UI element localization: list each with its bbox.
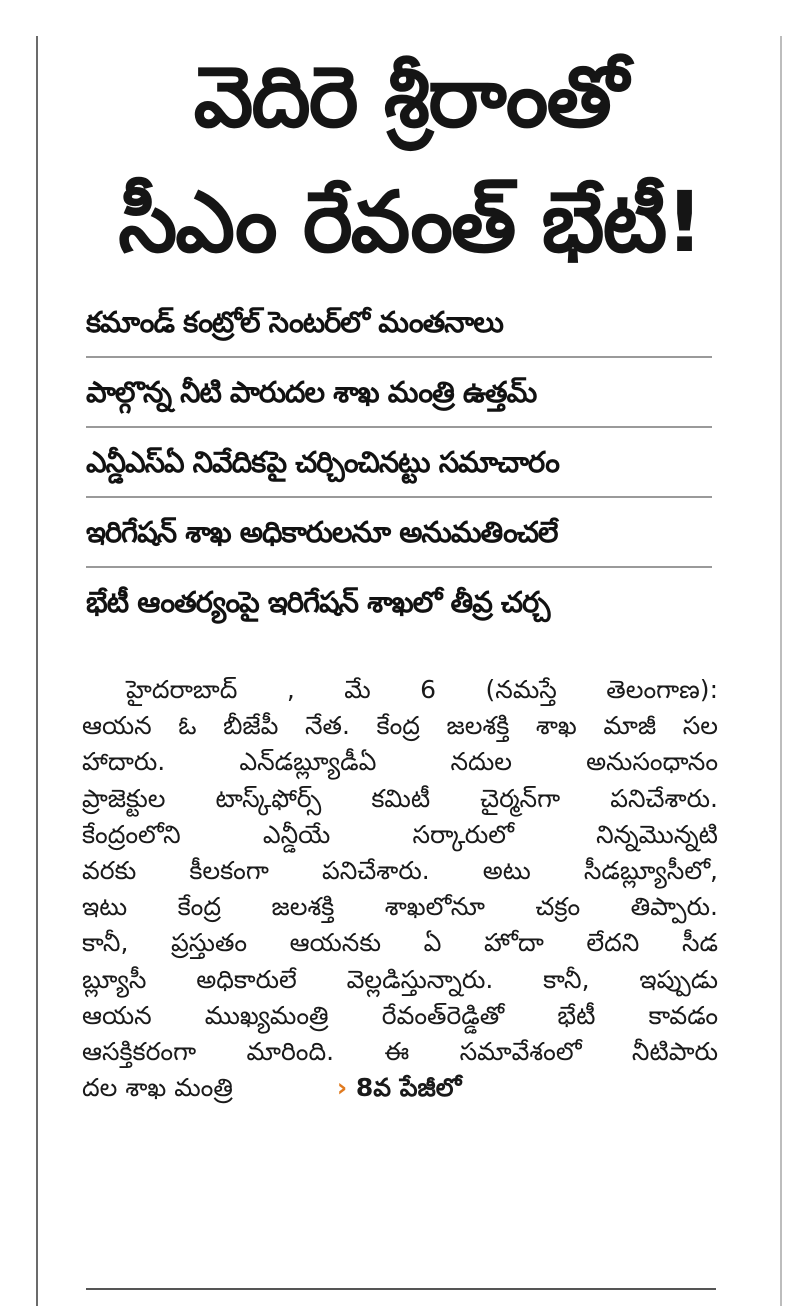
body-line: ప్రాజెక్టుల టాస్క్‌ఫోర్స్ కమిటీ చైర్మన్‌గా పనిచేశారు.: [82, 783, 718, 813]
left-column-rule: [36, 36, 38, 1306]
body-line-end: దల శాఖ మంత్రి: [82, 1073, 233, 1103]
bottom-rule: [86, 1288, 716, 1290]
body-line: ఇటు కేంద్ర జలశక్తి శాఖలోనూ చక్రం తిప్పారు.: [82, 892, 718, 922]
subheading: పాల్గొన్న నీటి పారుదల శాఖ మంత్రి ఉత్తమ్: [86, 358, 712, 428]
body-line: కేంద్రంలోని ఎన్డీయే సర్కారులో నిన్నమొన్నటి: [82, 819, 718, 849]
subheadings: [86, 288, 712, 638]
body-line: హైదరాబాద్ , మే 6 (నమస్తే తెలంగాణ):: [126, 675, 718, 704]
continued-on-page-link[interactable]: [337, 1073, 462, 1102]
subheading: ఇరిగేషన్ శాఖ అధికారులనూ అనుమతించలే: [86, 498, 712, 568]
body-line: ఆయన ముఖ్యమంత్రి రేవంత్‌రెడ్డితో భేటీ కావడం: [82, 1000, 718, 1030]
headline-line-2: సీఎం రేవంత్ భేటీ!: [118, 173, 702, 271]
article-body: [82, 672, 718, 1106]
headline-line-1: వెదిరె శ్రీరాంతో: [193, 48, 627, 146]
right-column-rule: [780, 36, 782, 1306]
chevron-right-icon: ›: [336, 1073, 348, 1103]
body-last-line: [82, 1070, 718, 1106]
subheading: కమాండ్ కంట్రోల్ సెంటర్‌లో మంతనాలు: [86, 288, 712, 358]
body-line: ఆయన ఓ బీజేపీ నేత. కేంద్ర జలశక్తి శాఖ మాజీ సల: [82, 711, 718, 741]
body-line: వరకు కీలకంగా పనిచేశారు. అటు సీడబ్ల్యూసీలో,: [82, 855, 718, 885]
subheading: ఎన్డీఎస్ఏ నివేదికపై చర్చించినట్టు సమాచారం: [86, 428, 712, 498]
body-line: ఆసక్తికరంగా మారింది. ఈ సమావేశంలో నీటిపారు: [82, 1036, 718, 1066]
body-line: బ్ల్యూసీ అధికారులే వెల్లడిస్తున్నారు. కానీ, ఇప్పుడు: [82, 964, 718, 994]
body-line: కానీ, ప్రస్తుతం ఆయనకు ఏ హోదా లేదని సీడ: [82, 928, 718, 958]
subheading: భేటీ ఆంతర్యంపై ఇరిగేషన్ శాఖలో తీవ్ర చర్చ: [86, 585, 550, 619]
continued-page-label: 8వ పేజీలో: [355, 1073, 462, 1103]
body-line: హాదారు. ఎన్‌డబ్ల్యూడీఏ నదుల అనుసంధానం: [82, 747, 718, 777]
